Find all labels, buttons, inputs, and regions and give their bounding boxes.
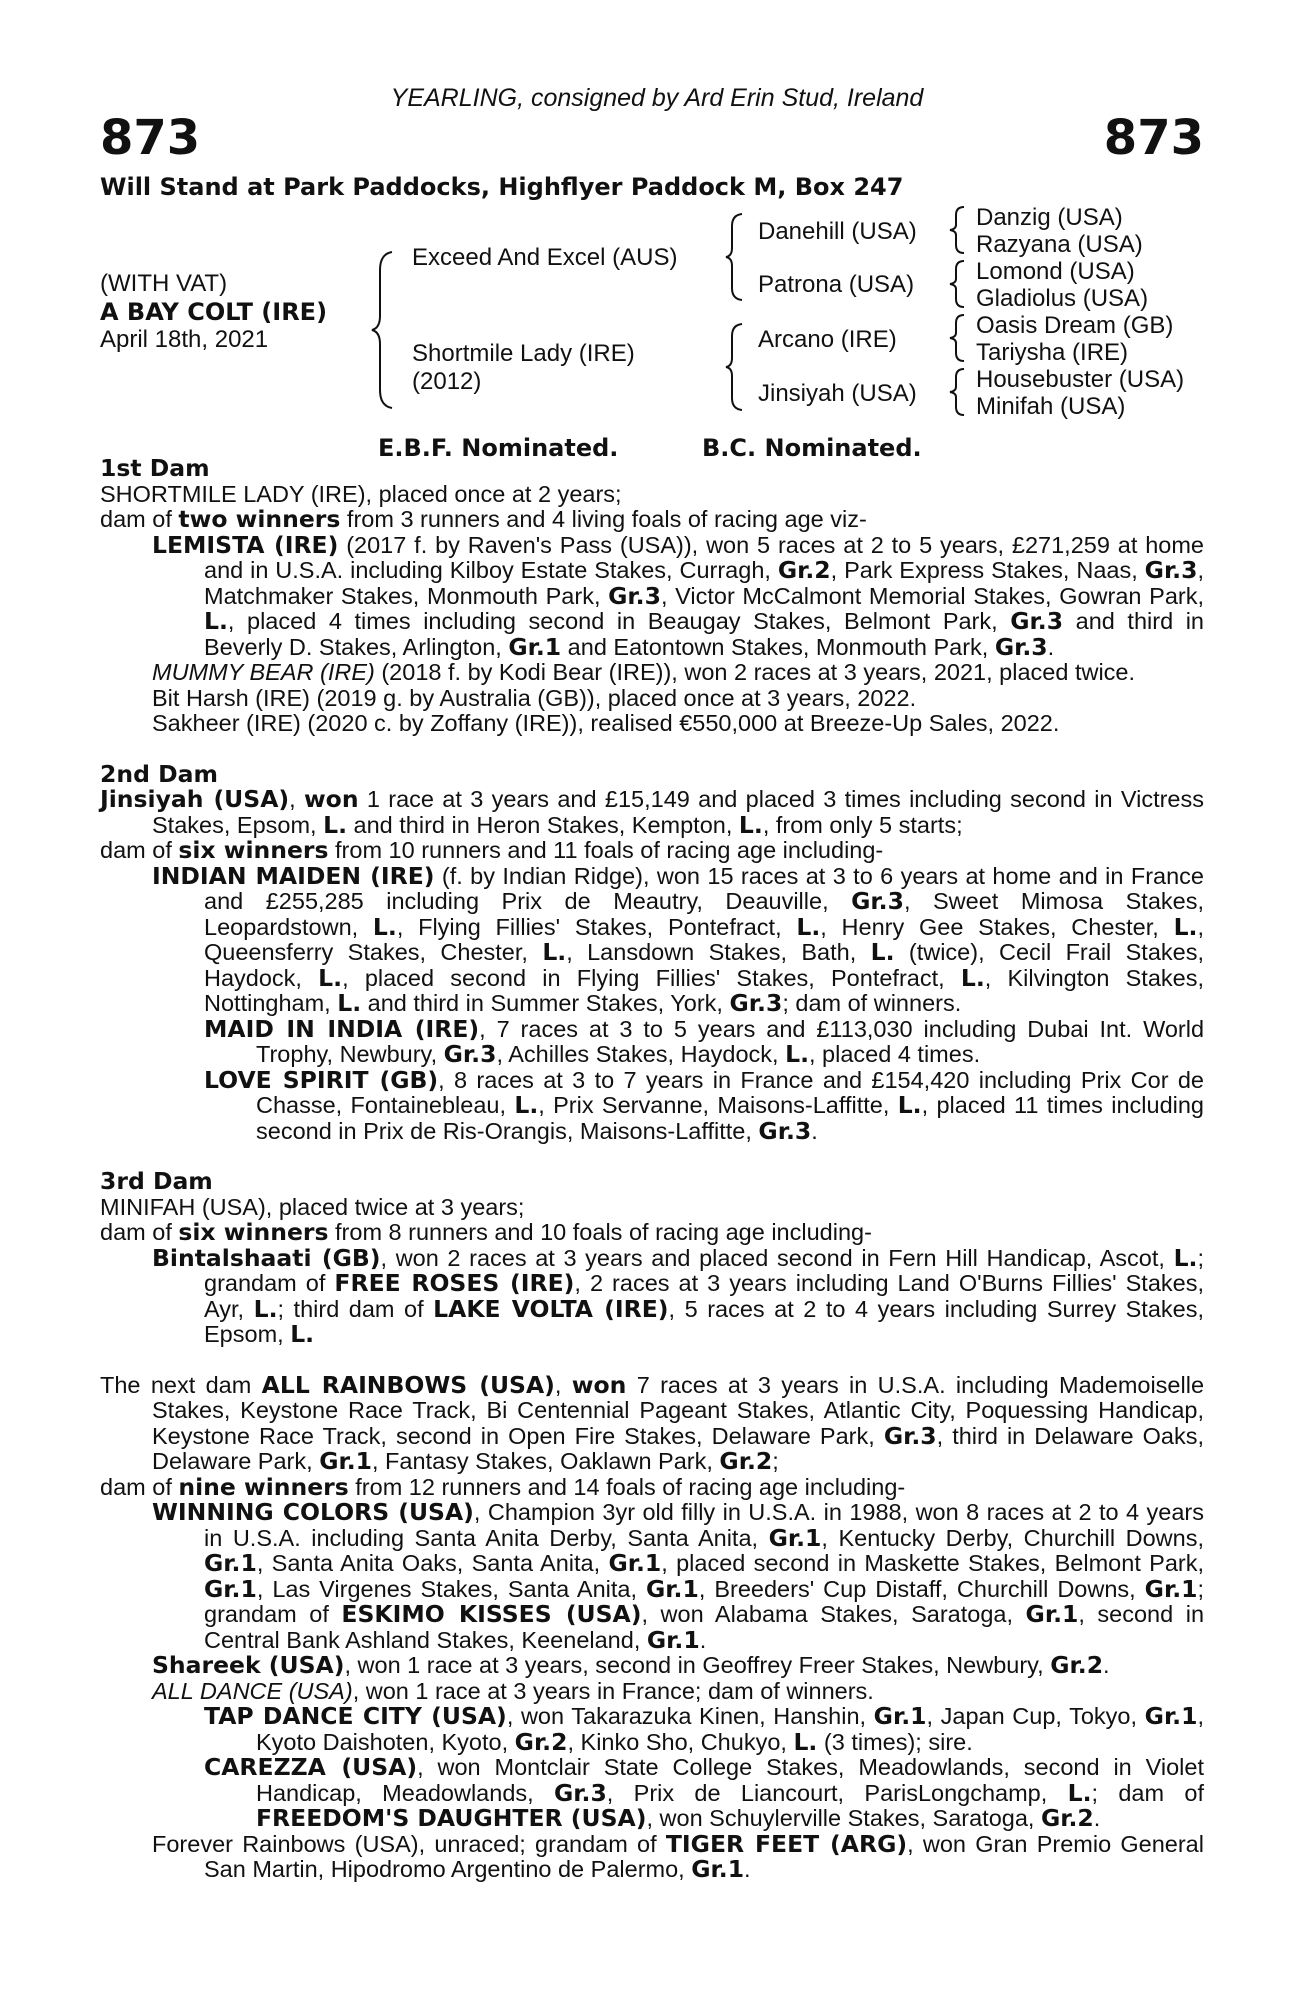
lot-number-left: 873 xyxy=(100,110,201,166)
brace-icon xyxy=(948,259,968,309)
section-heading: 1st Dam xyxy=(100,454,210,482)
sire-dam: Patrona (USA) xyxy=(758,271,915,298)
ped-dsd: Tariysha (IRE) xyxy=(976,339,1129,366)
ped-sds: Lomond (USA) xyxy=(976,258,1135,285)
stand-location: Will Stand at Park Paddocks, Highflyer Paddock M, Box 247 xyxy=(100,173,904,201)
brace-icon xyxy=(948,205,968,255)
section-heading: 2nd Dam xyxy=(100,759,218,788)
brace-icon xyxy=(948,313,968,363)
dam-year: (2012) xyxy=(412,368,482,395)
ped-ddd: Minifah (USA) xyxy=(976,393,1126,420)
horse-name: A BAY COLT (IRE) xyxy=(100,298,328,326)
dam-dam: Jinsiyah (USA) xyxy=(758,380,917,407)
brace-icon xyxy=(948,367,968,417)
foaling-date: April 18th, 2021 xyxy=(100,326,269,353)
ped-dss: Oasis Dream (GB) xyxy=(976,312,1174,339)
bc-nomination: B.C. Nominated. xyxy=(702,434,922,462)
catalogue-body: 1st Dam SHORTMILE LADY (IRE), placed once at 2 years; dam of two winners from 3 runners and 4 living foals of racing age viz- LEMISTA (IRE) (2017 f. by Raven's Pass (USA)), won 5 races at 2 to 5 years, £271,259 at home and in U.S.A. including Kilboy Estate Stakes, Curragh, Gr.2, Park Express Stakes, Naas, Gr.3, Matchmaker Stakes, Monmouth Park, Gr.3, Victor McCalmont Memorial Stakes, Gowran Park, L., placed 4 times including second in Beaugay Stakes, Belmont Park, Gr.3 and third in Beverly D. Stakes, Arlington, Gr.1 and Eatontown Stakes, Monmouth Park, Gr.3. MUMMY BEAR (IRE) (2018 f. by Kodi Bear (IRE)), won 2 races at 3 years, 2021, placed twice. Bit Harsh (IRE) (2019 g. by Australia (GB)), placed once at 3 years, 2022. Sakheer (IRE) (2020 c. by Zoffany (IRE)), realised €550,000 at Breeze-Up Sales, 2022. 2nd Dam Jinsiyah (USA), won 1 race at 3 years and £15,149 and placed 3 times including second in Victress Stakes, Epsom, L. and third in Heron Stakes, Kempton, L., from only 5 starts; dam of six winners from 10 runners and 11 foals of racing age including- INDIAN MAIDEN (IRE) (f. by Indian Ridge), won 15 races at 3 to 6 years at home and in France and £255,285 including Prix de Meautry, Deauville, Gr.3, Sweet Mimosa Stakes, Leopardstown, L., Flying Fillies' Stakes, Pontefract, L., Henry Gee Stakes, Chester, L., Queensferry Stakes, Chester, L., Lansdown Stakes, Bath, L. (twice), Cecil Frail Stakes, Haydock, L., placed second in Flying Fillies' Stakes, Pontefract, L., Kilvington Stakes, Nottingham, L. and third in Summer Stakes, York, Gr.3; dam of winners. MAID IN INDIA (IRE), 7 races at 3 to 5 years and £113,030 including Dubai Int. World Trophy, Newbury, Gr.3, Achilles Stakes, Haydock, L., placed 4 times. LOVE SPIRIT (GB), 8 races at 3 to 7 years in France and £154,420 including Prix Cor de Chasse, Fontainebleau, L., Prix Servanne, Maisons-Laffitte, L., placed 11 times including second in Prix de Ris-Orangis, Maisons-Laffitte, Gr.3. 3rd Dam MINIFAH (USA), placed twice at 3 years; dam of six winners from 8 runners and 10 foals of racing age including- Bintalshaati (GB), won 2 races at 3 years and placed second in Fern Hill Handicap, Ascot, L.; grandam of FREE ROSES (IRE), 2 races at 3 years including Land O'Burns Fillies' Stakes, Ayr, L.; third dam of LAKE VOLTA (IRE), 5 races at 2 to 4 years including Surrey Stakes, Epsom, L. The next dam ALL RAINBOWS (USA), won 7 races at 3 years in U.S.A. including Mademoiselle Stakes, Keystone Race Track, Bi Centennial Pageant Stakes, Atlantic City, Poquessing Handicap, Keystone Race Track, second in Open Fire Stakes, Delaware Park, Gr.3, third in Delaware Oaks, Delaware Park, Gr.1, Fantasy Stakes, Oaklawn Park, Gr.2; dam of nine winners from 12 runners and 14 foals of racing age including- WINNING COLORS (USA), Champion 3yr old filly in U.S.A. in 1988, won 8 races at 2 to 4 years in U.S.A. including Santa Anita Derby, Santa Anita, Gr.1, Kentucky Derby, Churchill Downs, Gr.1, Santa Anita Oaks, Santa Anita, Gr.1, placed second in Maskette Stakes, Belmont Park, Gr.1, Las Virgenes Stakes, Santa Anita, Gr.1, Breeders' Cup Distaff, Churchill Downs, Gr.1; grandam of ESKIMO KISSES (USA), won Alabama Stakes, Saratoga, Gr.1, second in Central Bank Ashland Stakes, Keeneland, Gr.1. Shareek (USA), won 1 race at 3 years, second in Geoffrey Freer Stakes, Newbury, Gr.2. ALL DANCE (USA), won 1 race at 3 years in France; dam of winners. TAP DANCE CITY (USA), won Takarazuka Kinen, Hanshin, Gr.1, Japan Cup, Tokyo, Gr.1, Kyoto Daishoten, Kyoto, Gr.2, Kinko Sho, Chukyo, L. (3 times); sire. CAREZZA (USA), won Montclair State College Stakes, Meadowlands, second in Violet Handicap, Meadowlands, Gr.3, Prix de Liancourt, ParisLongchamp, L.; dam of FREEDOM'S DAUGHTER (USA), won Schuylerville Stakes, Saratoga, Gr.2. Forever Rainbows (USA), unraced; grandam of TIGER FEET (ARG), won Gran Premio General San Martin, Hipodromo Argentino de Palermo, Gr.1. xyxy=(100,454,1205,1883)
sire-sire: Danehill (USA) xyxy=(758,218,917,245)
brace-icon xyxy=(724,322,748,412)
dam: Shortmile Lady (IRE) xyxy=(412,340,635,367)
section-heading: 3rd Dam xyxy=(100,1167,213,1195)
lot-number-right: 873 xyxy=(1103,110,1204,166)
ped-dds: Housebuster (USA) xyxy=(976,366,1185,393)
brace-icon xyxy=(724,212,748,302)
ped-ssd: Razyana (USA) xyxy=(976,231,1143,258)
ped-sdd: Gladiolus (USA) xyxy=(976,285,1149,312)
vat-note: (WITH VAT) xyxy=(100,270,228,297)
consignment-line: YEARLING, consigned by Ard Erin Stud, Ireland xyxy=(390,84,924,112)
ebf-nomination: E.B.F. Nominated. xyxy=(378,434,619,462)
dam-sire: Arcano (IRE) xyxy=(758,326,897,353)
sire: Exceed And Excel (AUS) xyxy=(412,244,678,271)
ped-sss: Danzig (USA) xyxy=(976,204,1123,231)
brace-icon xyxy=(370,250,400,410)
